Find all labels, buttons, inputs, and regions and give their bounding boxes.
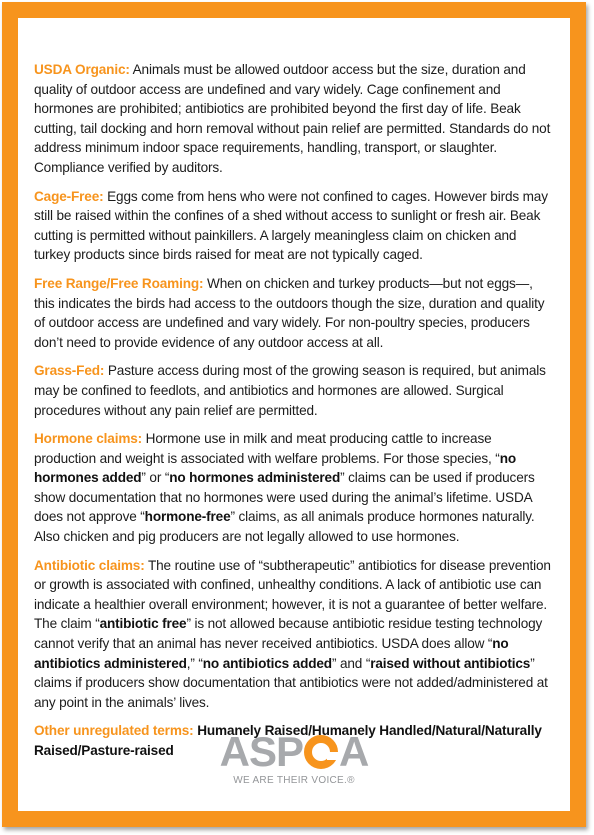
term-usda-organic: USDA Organic: bbox=[34, 62, 130, 77]
card-content bbox=[18, 18, 570, 811]
text-segment: When on chicken and turkey products—but not eggs—, this indicates the birds had access to the outdoors though the size, duration and quality of outdoor access are undefined and vary widely. For non-poultry species, producers don’t need to provide evidence of any outdoor access at all. bbox=[34, 275, 545, 350]
text-segment: ” or “ bbox=[141, 470, 170, 486]
paragraph-cage-free bbox=[34, 187, 556, 265]
logo-letters-right: A bbox=[339, 728, 369, 775]
paragraph-free-range bbox=[34, 274, 556, 352]
logo-c-ring-icon bbox=[304, 735, 338, 769]
text-segment: ,” “ bbox=[186, 655, 203, 671]
aspca-logo bbox=[18, 728, 570, 786]
paragraph-grass-fed bbox=[34, 361, 556, 420]
text-segment: Animals must be allowed outdoor access but the size, duration and quality of outdoor access are undefined and vary widely. Cage confinement and hormones are prohibited; antibiotics are prohibited beyond the first day of life. Beak cutting, tail docking and horn removal without pain relief are permitted. Standards do not address minimum indoor space requirements, handling, transport, or slaughter. Compliance verified by auditors. bbox=[34, 62, 551, 175]
text-segment: Hormone use in milk and meat producing cattle to increase production and weight is associated with welfare problems. For those species, “ bbox=[34, 431, 500, 466]
term-free-range: Free Range/Free Roaming: bbox=[34, 275, 204, 291]
claim-no-antibiotics-administered: no antibiotics administered bbox=[34, 636, 509, 671]
term-cage-free: Cage-Free: bbox=[34, 188, 104, 204]
text-segment: ” is not allowed because antibiotic residue testing technology cannot verify that an animal has never received antibiotics. USDA does allow “ bbox=[34, 616, 543, 652]
claim-raised-without-antibiotics: raised without antibiotics bbox=[370, 655, 531, 671]
claim-no-hormones-added: no hormones added bbox=[34, 450, 516, 486]
term-grass-fed: Grass-Fed: bbox=[34, 363, 105, 379]
term-hormone-claims: Hormone claims: bbox=[34, 431, 143, 447]
logo-letters-left: ASP bbox=[219, 728, 303, 775]
text-segment: Pasture access during most of the growing season is required, but animals may be confined to feedlots, and antibiotics and hormones are allowed. Surgical procedures without any pain relief are permitted. bbox=[34, 363, 546, 418]
aspca-wordmark bbox=[219, 728, 369, 775]
text-segment: ” and “ bbox=[331, 655, 371, 671]
text-segment: Eggs come from hens who were not confined to cages. However birds may still be raised within the confines of a shed without access to sunlight or fresh air. Beak cutting is permitted without painkillers. A largely meaningless claim on chicken and turkey products since birds raised for meat are not typically caged. bbox=[34, 188, 548, 263]
unregulated-terms-list: Humanely Raised/Humanely Handled/Natural/Naturally Raised/Pasture-raised bbox=[34, 723, 542, 758]
text-segment: ” claims, as all animals produce hormones naturally. Also chicken and pig producers are not legally allowed to use hormones. bbox=[34, 509, 535, 545]
text-segment: ” claims if producers show documentation that antibiotics were not added/administered at any point in the animals’ lives. bbox=[34, 655, 548, 710]
term-antibiotic-claims: Antibiotic claims: bbox=[34, 557, 145, 573]
claim-no-antibiotics-added: no antibiotics added bbox=[202, 655, 332, 671]
claim-no-hormones-administered: no hormones administered bbox=[169, 470, 341, 486]
term-other-unregulated: Other unregulated terms: bbox=[34, 723, 194, 739]
claim-hormone-free: hormone-free bbox=[144, 509, 231, 525]
claim-antibiotic-free: antibiotic free bbox=[99, 616, 187, 632]
paragraph-usda-organic bbox=[34, 60, 556, 178]
info-card bbox=[2, 2, 586, 827]
text-segment: ” claims can be used if producers show documentation that no hormones were used during the animal’s lifetime. USDA does not approve “ bbox=[34, 470, 535, 525]
logo-tagline: WE ARE THEIR VOICE.® bbox=[233, 775, 355, 786]
paragraph-hormone-claims bbox=[34, 429, 556, 547]
paragraph-antibiotic-claims bbox=[34, 556, 556, 713]
text-segment: The routine use of “subtherapeutic” antibiotics for disease prevention or growth is associated with confined, unhealthy conditions. A lack of antibiotic use can indicate a healthier overall environment; however, it is not a guarantee of better welfare. The claim “ bbox=[34, 557, 551, 632]
